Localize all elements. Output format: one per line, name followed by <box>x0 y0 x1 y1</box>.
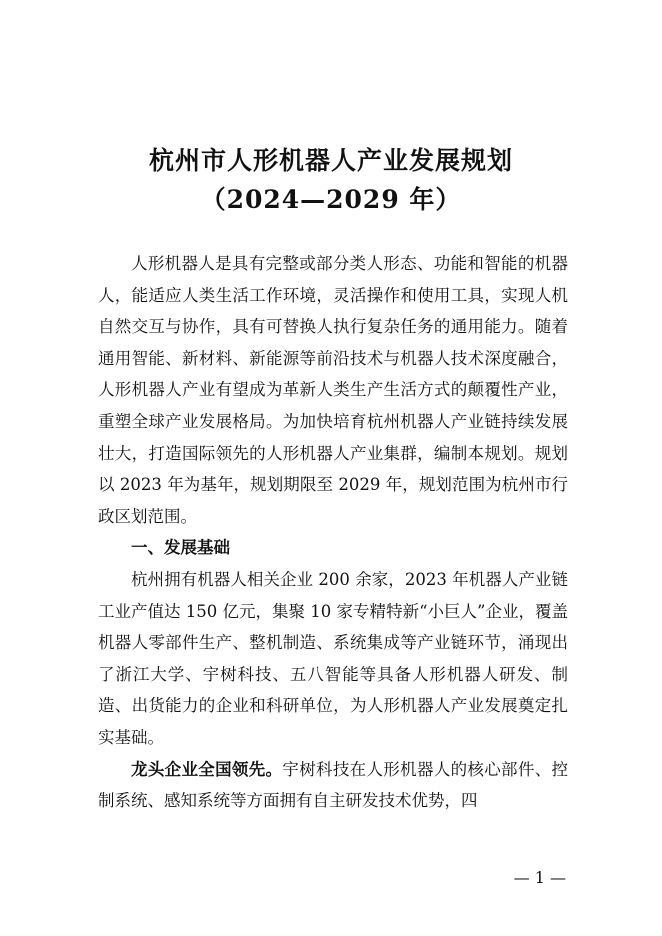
document-subtitle: （2024—2029 年） <box>200 185 462 214</box>
page-number: — 1 — <box>513 868 566 887</box>
document-body <box>98 248 568 817</box>
leading-enterprise-label: 龙头企业全国领先。 <box>131 759 283 779</box>
leading-enterprise-text: 宇树科技在人形机器人的核心部件、控制系统、感知系统等方面拥有自主研发技术优势，四 <box>98 759 569 811</box>
document-title: 杭州市人形机器人产业发展规划 <box>148 146 513 175</box>
development-basis-paragraph: 杭州拥有机器人相关企业 200 余家，2023 年机器人产业链工业产值达 150 亿元，集聚 10 家专精特新“小巨人”企业，覆盖机器人零部件生产、整机制造、系统集成等产业链环节，涌现出了浙江大学、宇树科技、五八智能等具备人形机器人研发、制造、出货能力的企业和科研单位，为人形机器人产业发展奠定扎实基础。 <box>98 569 568 747</box>
intro-paragraph: 人形机器人是具有完整或部分类人形态、功能和智能的机器人，能适应人类生活工作环境，灵活操作和使用工具，实现人机自然交互与协作，具有可替换人执行复杂任务的通用能力。随着通用智能、新材料、新能源等前沿技术与机器人技术深度融合，人形机器人产业有望成为革新人类生产生活方式的颠覆性产业，重塑全球产业发展格局。为加快培育杭州机器人产业链持续发展壮大，打造国际领先的人形机器人产业集群，编制本规划。规划以 2023 年为基年，规划期限至 2029 年，规划范围为杭州市行政区划范围。 <box>98 254 568 526</box>
section-heading-development-basis: 一、发展基础 <box>131 538 230 558</box>
leading-enterprise-paragraph <box>98 754 568 817</box>
